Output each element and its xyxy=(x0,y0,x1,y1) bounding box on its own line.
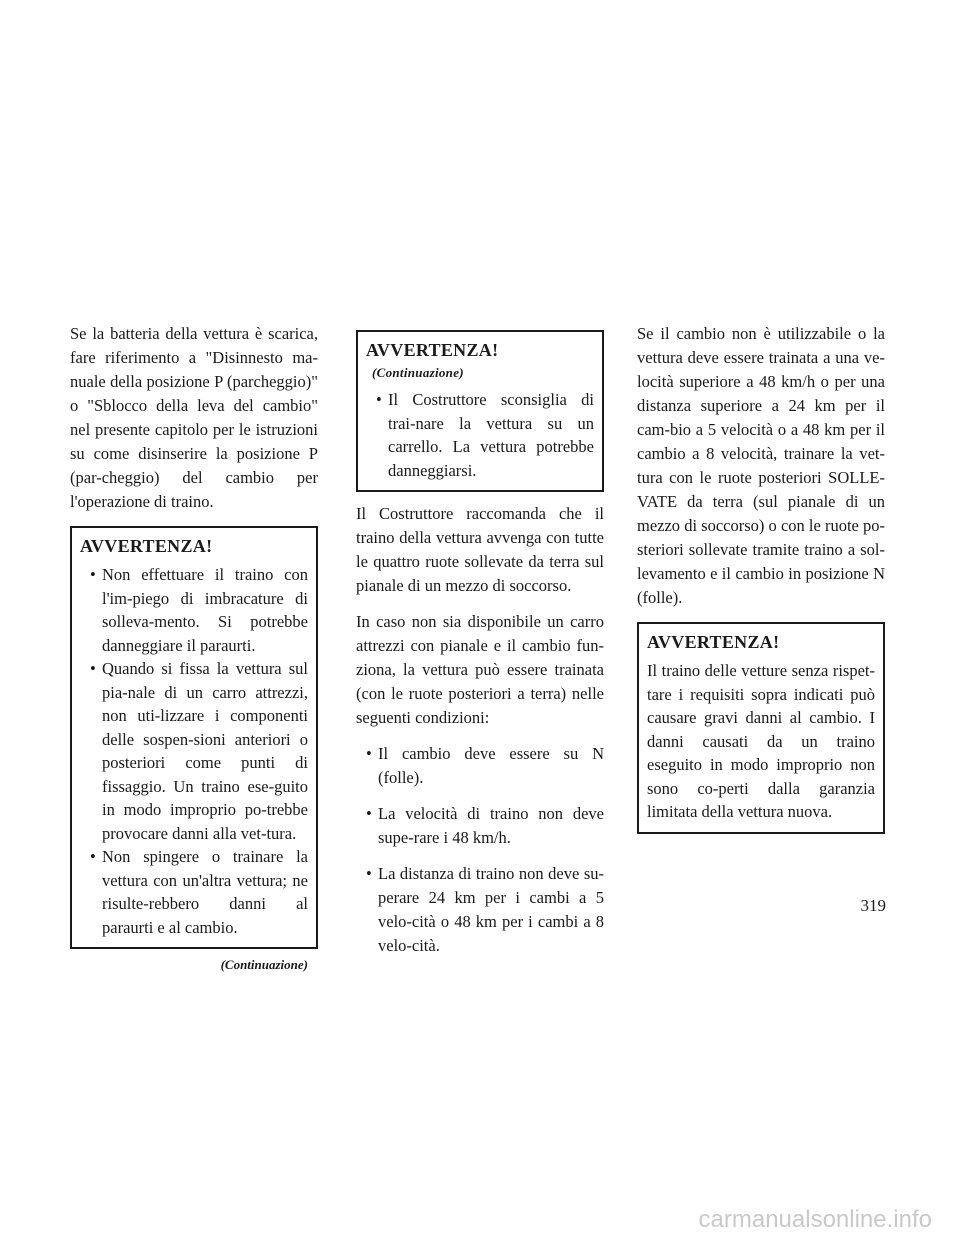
column-left xyxy=(70,322,318,973)
warning-box-2 xyxy=(356,330,604,492)
warning-box-3 xyxy=(637,622,885,834)
paragraph-transmission: Se il cambio non è utilizzabile o la vettura deve essere trainata a una ve-locità superiore a 48 km/h o per una distanza superiore a 24 km per il cam-bio a 5 velocità o a 48 km per il cambio a 8 velocità, trainare la vet-tura con le ruote posteriori SOLLE-VATE da terra (sul pianale di un mezzo di soccorso) o con le ruote po-steriori sollevate tramite traino a sol-levamento e il cambio in posizione N (folle). xyxy=(637,324,885,607)
condition-item: • La velocità di traino non deve supe-rare i 48 km/h. xyxy=(366,804,604,847)
conditions-list xyxy=(356,742,604,958)
warning-title: AVVERTENZA! xyxy=(647,632,780,652)
bullet-icon: • xyxy=(376,390,382,409)
column-right xyxy=(637,322,885,844)
bullet-icon: • xyxy=(366,744,372,763)
bullet-icon: • xyxy=(366,864,372,883)
condition-item: • La distanza di traino non deve su-perare 24 km per i cambi a 5 velo-cità o 48 km per i cambi a 8 velo-cità. xyxy=(366,864,604,955)
warning-item: • Non effettuare il traino con l'im-piego di imbracature di solleva-mento. Si potrebbe danneggiare il paraurti. xyxy=(90,565,308,655)
bullet-icon: • xyxy=(366,804,372,823)
warning-title: AVVERTENZA!(Continuazione) xyxy=(366,340,499,380)
warning-box-1 xyxy=(70,526,318,949)
condition-item: • Il cambio deve essere su N (folle). xyxy=(366,744,604,787)
paragraph-recommendation: Il Costruttore raccomanda che il traino della vettura avvenga con tutte le quattro ruote sollevate da terra sul pianale di un mezzo di soccorso. xyxy=(356,504,604,595)
bullet-icon: • xyxy=(90,847,96,866)
page-number: 319 xyxy=(860,896,886,915)
continued-label: (Continuazione) xyxy=(372,365,464,380)
warning-list xyxy=(80,563,308,939)
warning-item: • Non spingere o trainare la vettura con un'altra vettura; ne risulte-rebbero danni al paraurti e al cambio. xyxy=(90,847,308,937)
column-middle xyxy=(356,330,604,970)
bullet-icon: • xyxy=(90,659,96,678)
warning-list xyxy=(366,388,594,482)
paragraph-conditions-intro: In caso non sia disponibile un carro attrezzi con pianale e il cambio fun-ziona, la vettura può essere trainata (con le ruote posteriori a terra) nelle seguenti condizioni: xyxy=(356,612,604,727)
warning-item: • Il Costruttore sconsiglia di trai-nare la vettura su un carrello. La vettura potrebbe danneggiarsi. xyxy=(376,390,594,480)
warning-title: AVVERTENZA! xyxy=(80,536,213,556)
bullet-icon: • xyxy=(90,565,96,584)
watermark: carmanualsonline.info xyxy=(698,1206,932,1233)
intro-paragraph: Se la batteria della vettura è scarica, fare riferimento a "Disinnesto ma-nuale della posizione P (parcheggio)" o "Sblocco della leva del cambio" nel presente capitolo per le istruzioni su come disinserire la posizione P (par-cheggio) del cambio per l'operazione di traino. xyxy=(70,324,318,511)
warning-text: Il traino delle vetture senza rispet-tare i requisiti sopra indicati può causare gravi danni al cambio. I danni causati da un traino eseguito in modo improprio non sono co-perti dalla garanzia limitata della vettura nuova. xyxy=(647,661,875,821)
continued-note: (Continuazione) xyxy=(220,957,308,972)
warning-item: • Quando si fissa la vettura sul pia-nale di un carro attrezzi, non uti-lizzare i componenti delle sospen-sioni anteriori o posteriori come punti di fissaggio. Un traino ese-guito in modo improprio po-trebbe provocare danni alla vet-tura. xyxy=(90,659,308,843)
